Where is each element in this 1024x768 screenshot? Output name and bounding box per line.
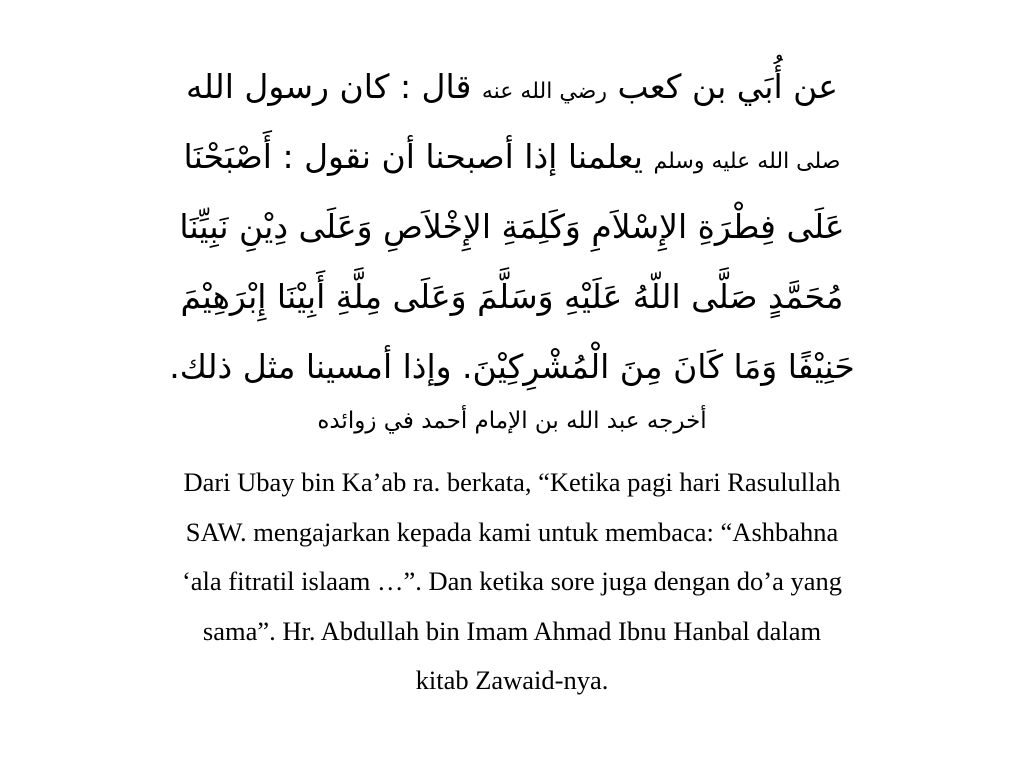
arabic-line-2 xyxy=(82,122,942,192)
translation-line-3: ‘ala fitratil islaam …”. Dan ketika sore juga dengan do’a yang xyxy=(181,566,843,596)
arabic-line-3: عَلَى فِطْرَةِ الإِسْلاَمِ وَكَلِمَةِ الإِخْلاَصِ وَعَلَى دِيْنِ نَبِيِّنَا xyxy=(179,207,845,246)
translation-line-4: sama”. Hr. Abdullah bin Imam Ahmad Ibnu Hanbal dalam xyxy=(202,615,822,646)
translation-line-2: SAW. mengajarkan kepada kami untuk membaca: “Ashbahna xyxy=(185,516,839,547)
arabic-line-4: مُحَمَّدٍ صَلَّى اللّهُ عَلَيْهِ وَسَلَّمَ وَعَلَى مِلَّةِ أَبِيْنَا إِبْرَهِيْمَ xyxy=(180,277,844,316)
arabic-line-1-opening: عن أُبَي بن كعب xyxy=(617,67,838,106)
hadith-source-citation: أخرجه عبد الله بن الإمام أحمد في زوائده xyxy=(317,408,707,434)
arabic-line-1 xyxy=(82,52,942,122)
arabic-line-1-honorific: رضي الله عنه xyxy=(481,79,607,104)
translation-line-5: kitab Zawaid-nya. xyxy=(415,665,609,695)
arabic-hadith-text xyxy=(82,52,942,402)
arabic-line-5: حَنِيْفًا وَمَا كَانَ مِنَ الْمُشْرِكِيْنَ. وإذا أمسينا مثل ذلك. xyxy=(169,347,855,386)
arabic-line-1-closing: قال : كان رسول الله xyxy=(186,67,472,106)
indonesian-translation xyxy=(97,458,927,706)
arabic-line-2-text: يعلمنا إذا أصبحنا أن نقول : أَصْبَحْنَا xyxy=(183,137,643,176)
translation-line-1: Dari Ubay bin Ka’ab ra. berkata, “Ketika pagi hari Rasulullah xyxy=(183,467,841,497)
arabic-line-2-salutation: صلى الله عليه وسلم xyxy=(653,149,841,174)
